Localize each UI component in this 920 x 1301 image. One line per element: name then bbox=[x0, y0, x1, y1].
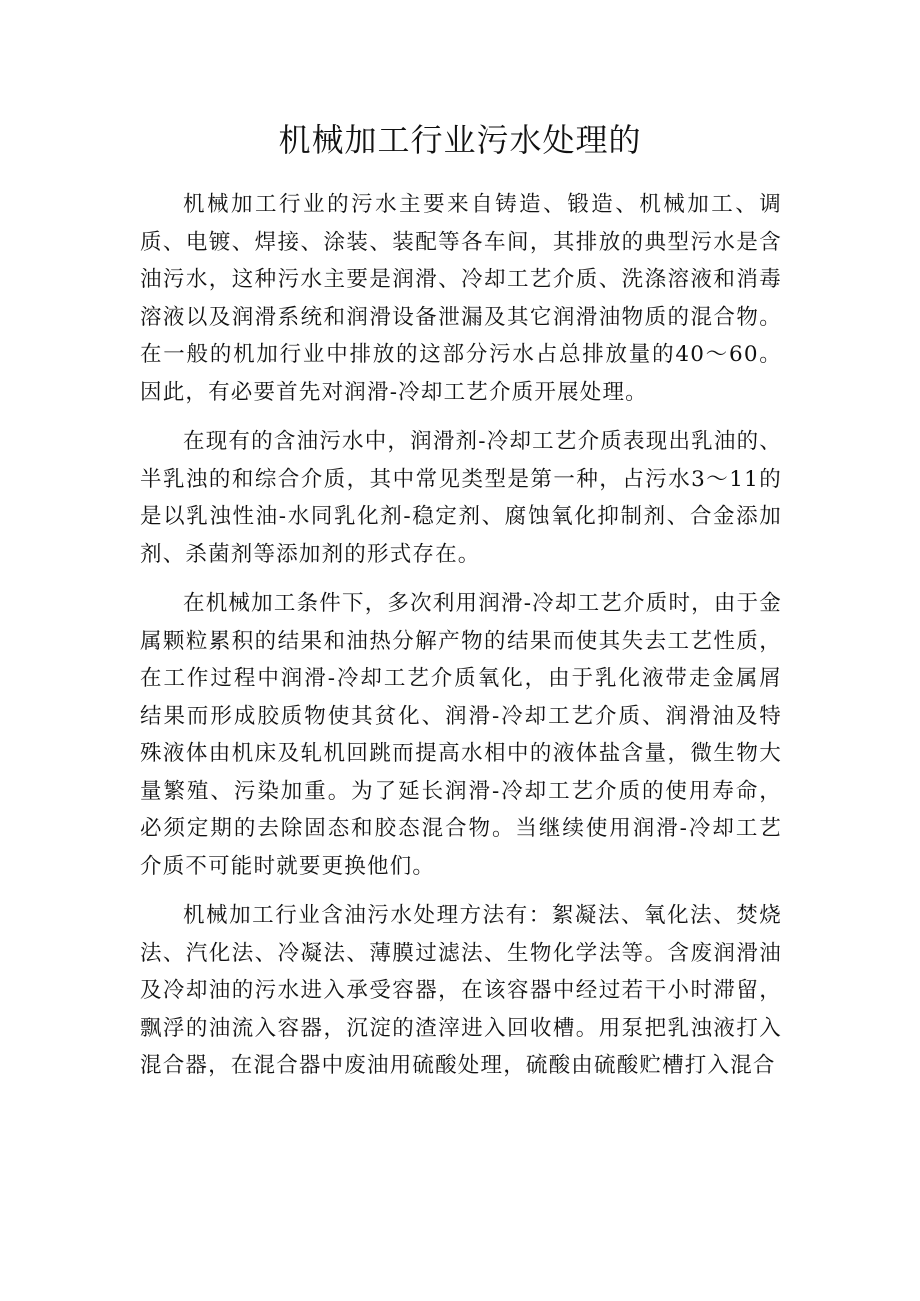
document-body bbox=[140, 186, 782, 1097]
document-title: 机械加工行业污水处理的 bbox=[278, 121, 642, 159]
paragraph-3: 在机械加工条件下，多次利用润滑-冷却工艺介质时，由于金属颗粒累积的结果和油热分解产物的结果而使其失去工艺性质，在工作过程中润滑-冷却工艺介质氧化，由于乳化液带走金属屑结果而形成胶质物使其贫化、润滑-冷却工艺介质、润滑油及特殊液体由机床及轧机回跳而提高水相中的液体盐含量，微生物大量繁殖、污染加重。为了延长润滑-冷却工艺介质的使用寿命，必须定期的去除固态和胶态混合物。当继续使用润滑-冷却工艺介质不可能时就要更换他们。 bbox=[140, 591, 782, 879]
paragraph-2: 在现有的含油污水中，润滑剂-冷却工艺介质表现出乳油的、半乳浊的和综合介质，其中常见类型是第一种，占污水3～11的是以乳浊性油-水同乳化剂-稳定剂、腐蚀氧化抑制剂、合金添加剂、杀菌剂等添加剂的形式存在。 bbox=[140, 429, 782, 567]
paragraph-1: 机械加工行业的污水主要来自铸造、锻造、机械加工、调质、电镀、焊接、涂装、装配等各车间，其排放的典型污水是含油污水，这种污水主要是润滑、冷却工艺介质、洗涤溶液和消毒溶液以及润滑系统和润滑设备泄漏及其它润滑油物质的混合物。在一般的机加行业中排放的这部分污水占总排放量的40～60。因此，有必要首先对润滑-冷却工艺介质开展处理。 bbox=[140, 192, 782, 405]
paragraph-4: 机械加工行业含油污水处理方法有：絮凝法、氧化法、焚烧法、汽化法、冷凝法、薄膜过滤法、生物化学法等。含废润滑油及冷却油的污水进入承受容器，在该容器中经过若干小时滞留，飘浮的油流入容器，沉淀的渣滓进入回收槽。用泵把乳浊液打入混合器，在混合器中废油用硫酸处理，硫酸由硫酸贮槽打入混合 bbox=[140, 903, 782, 1078]
